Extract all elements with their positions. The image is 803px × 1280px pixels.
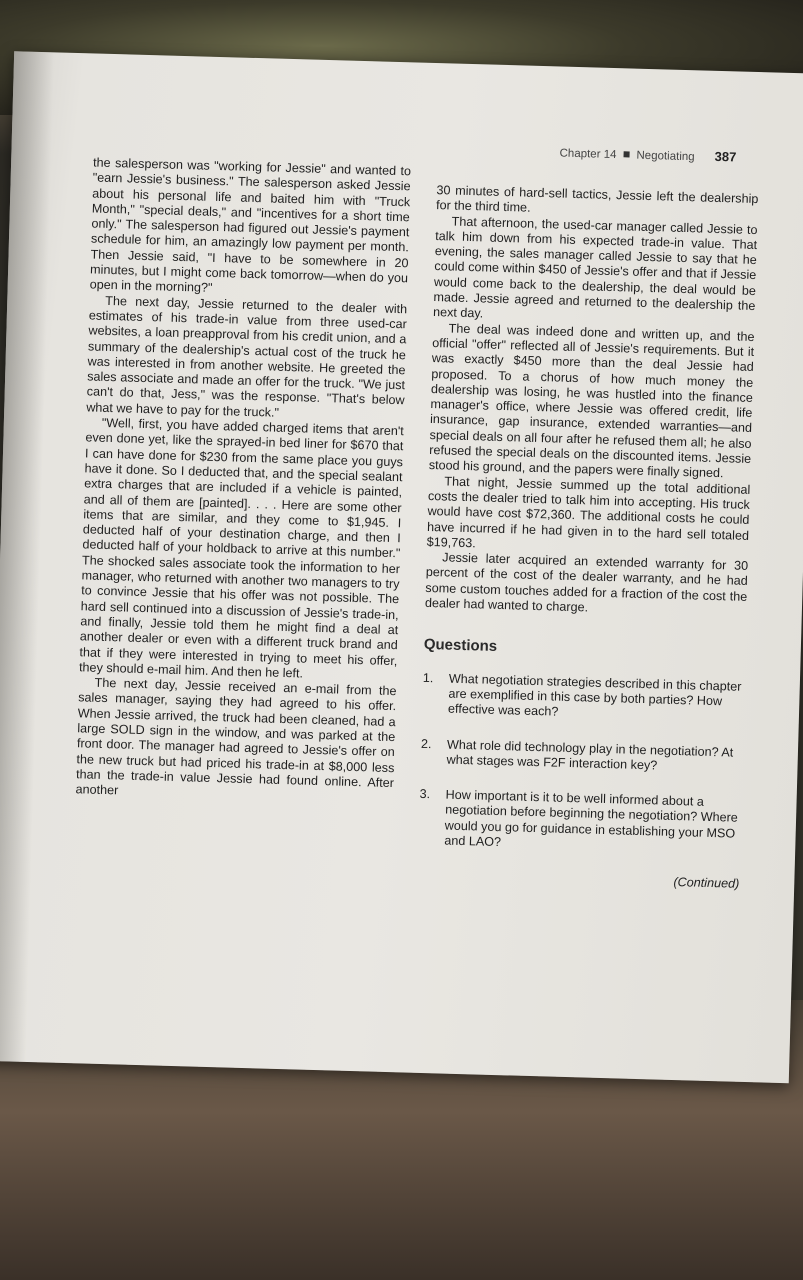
- question-text: What role did technology play in the negotiation? At what stages was F2F interaction key?: [446, 737, 734, 773]
- questions-heading: Questions: [423, 636, 498, 656]
- paragraph: The deal was indeed done and written up, and the official "offer" reflected all of Jessie's requirements. But it was exactly $450 more than the deal Jessie had proposed. To a chorus of how much money the dealership was losing, he was hustled into the finance manager's office, where Jessie was offered credit, life insurance, gap insurance, extended warranties—and special deals on all four after he refused them all; he also refused the special deals on the discounted items. Jessie stood his ground, and the papers were finally signed.: [428, 321, 755, 481]
- section-label: Negotiating: [636, 149, 695, 164]
- right-column: [417, 183, 758, 892]
- question-number: 2.: [420, 736, 432, 751]
- paragraph: The next day, Jessie received an e-mail from the sales manager, saying they had agreed to his offer. When Jessie arrived, the truck had been cleaned, had a large SOLD sign in the window, and was parked at the front door. The manager had agreed to Jessie's offer on the new truck but had priced his trade-in at $8,000 less than the trade-in value Jessie had found online. After another: [75, 675, 397, 798]
- question-item: [422, 670, 745, 725]
- chapter-label: Chapter 14: [559, 147, 617, 162]
- paragraph: The next day, Jessie returned to the dealer with estimates of his trade-in value from three used-car websites, a loan preapproval from his credit union, and a summary of the dealership's actual cost of the truck he was interested in from another website. He greeted the sales associate and made an offer for the truck. "We just can't do that, Jess," was the response. "That's below what we have to pay for the truck.": [86, 293, 408, 420]
- book-page: [0, 51, 803, 1083]
- questions-list: [418, 670, 745, 857]
- paragraph: Jessie later acquired an extended warranty for 30 percent of the cost of the dealer warranty, and he had some custom touches added for a fraction of the cost the dealer had wanted to charge.: [424, 550, 749, 615]
- left-column: [75, 155, 411, 806]
- question-item: [418, 787, 742, 857]
- question-item: [420, 736, 743, 776]
- paragraph: That afternoon, the used-car manager called Jessie to talk him down from his expected trade-in value. That evening, the sales manager called Jessie to say that he could come within $450 of Jessie's offer and that if Jessie would come back to the dealership, the deal would be made. Jessie agreed and returned to the dealership the next day.: [432, 214, 758, 321]
- continued-note: (Continued): [673, 875, 740, 892]
- question-text: How important is it to be well informed about a negotiation before beginning the negotiation? Where would you go for guidance in establishing your MSO and LAO?: [444, 787, 738, 850]
- paragraph: the salesperson was "working for Jessie" and wanted to "earn Jessie's business." The salesperson asked Jessie about his personal life and baited him with "Truck Month," "special deals," and "incentives for a short time only." The salesperson had figured out Jessie's payment schedule for him, an amazingly low payment per month. Then Jessie said, "I have to be somewhere in 20 minutes, but I might come back tomorrow—when do you open in the morning?": [89, 155, 412, 296]
- separator-square-icon: [623, 152, 629, 158]
- paragraph: 30 minutes of hard-sell tactics, Jessie left the dealership for the third time.: [435, 183, 759, 216]
- question-text: What negotiation strategies described in this chapter are exemplified in this case by both parties? How effective was each?: [447, 671, 742, 719]
- paragraph: That night, Jessie summed up the total additional costs the dealer tried to talk him into accepting. His truck would have cost $72,360. The additional costs he could have incurred if he had given in to the hard sell totaled $19,763.: [426, 474, 751, 551]
- question-number: 3.: [419, 786, 431, 802]
- question-number: 1.: [422, 670, 434, 685]
- page-number: 387: [714, 148, 737, 165]
- running-head: [559, 144, 799, 171]
- page-gutter-shadow: [0, 51, 54, 1062]
- paragraph: "Well, first, you have added charged items that aren't even done yet, like the sprayed-in bed liner for $670 that I can have done for $230 from the same place you guys have it done. So I deducted that, and the special sealant extra charges that are included if a vehicle is painted, and all of them are [painted]. . . . Here are some other items that are similar, and they come to $1,945. I deducted half of your destination charge, and then I deducted half of your holdback to arrive at this number." The shocked sales associate took the information to her manager, who returned with another two managers to try to convince Jessie that his offer was not possible. The hard sell continued into a discussion of Jessie's trade-in, and finally, Jessie told them he might find a deal at another dealer or even with a different truck brand and that if they were interested in trying to meet his offer, they should e-mail him. And then he left.: [78, 415, 404, 681]
